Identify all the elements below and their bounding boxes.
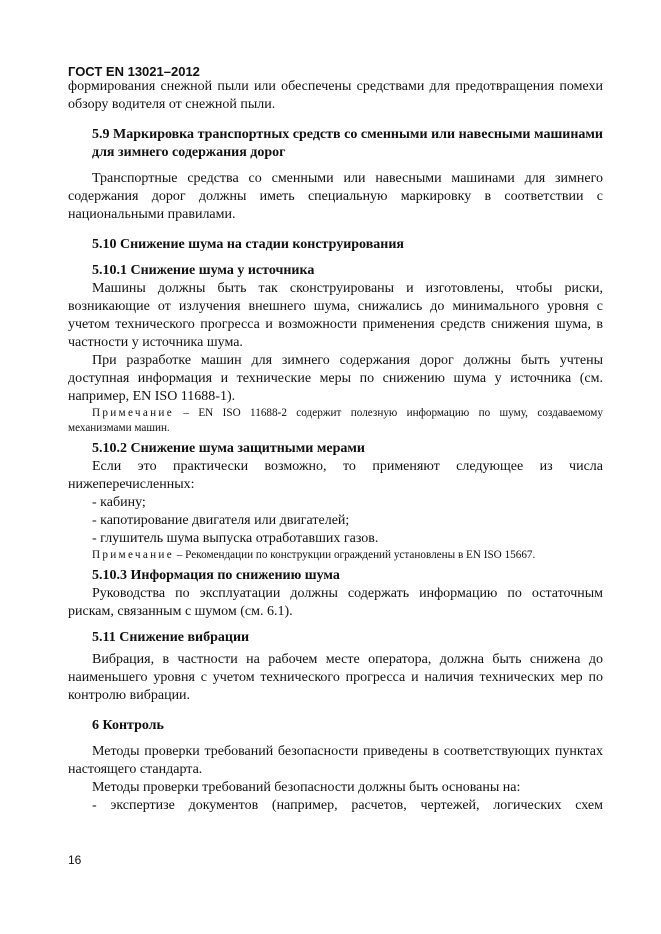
standard-header: ГОСТ EN 13021–2012 <box>68 64 200 79</box>
note-text: – Рекомендации по конструкции ограждений установлены в EN ISO 15667. <box>173 549 536 561</box>
note-label: Примечание <box>92 407 174 419</box>
heading-5-10: 5.10 Снижение шума на стадии конструирования <box>92 237 404 252</box>
note-label: Примечание <box>92 549 174 561</box>
paragraph-5-10-2: Если это практически возможно, то применяют следующее из числа нижеперечисленных: <box>68 459 603 492</box>
page-number: 16 <box>68 853 82 867</box>
paragraph-6-c: - экспертизе документов (например, расчетов, чертежей, логических схем <box>92 798 603 813</box>
document-body <box>68 78 603 815</box>
paragraph-5-10-1-a: Машины должны быть так сконструированы и изготовлены, чтобы риски, возникающие от излучения внешнего шума, снижались до минимального уровня с учетом технического прогресса и возможности применения средств снижения шума, в частности у источника шума. <box>68 281 603 350</box>
heading-5-10-1: 5.10.1 Снижение шума у источника <box>92 263 315 278</box>
paragraph-5-11: Вибрация, в частности на рабочем месте оператора, должна быть снижена до наименьшего уровня с учетом технического прогресса и наличия технических мер по контролю вибрации. <box>68 652 603 703</box>
note-5-10-2 <box>68 548 603 563</box>
list-item: - кабину; <box>92 495 146 510</box>
heading-5-10-2: 5.10.2 Снижение шума защитными мерами <box>92 441 365 456</box>
heading-5-10-3: 5.10.3 Информация по снижению шума <box>92 568 340 583</box>
paragraph-6-b: Методы проверки требований безопасности должны быть основаны на: <box>92 780 521 795</box>
list-item: - глушитель шума выпуска отработавших газов. <box>92 531 379 546</box>
paragraph-5-9: Транспортные средства со сменными или навесными машинами для зимнего содержания дорог должны иметь специальную маркировку в соответствии с национальными правилами. <box>68 171 603 222</box>
note-text: – EN ISO 11688-2 содержит полезную информацию по шуму, создаваемому механизмами машин. <box>68 407 603 434</box>
heading-6: 6 Контроль <box>92 718 164 733</box>
paragraph-5-10-3: Руководства по эксплуатации должны содержать информацию по остаточным рискам, связанным с шумом (см. 6.1). <box>68 586 603 619</box>
list-item: - капотирование двигателя или двигателей; <box>92 513 350 528</box>
paragraph-6-a: Методы проверки требований безопасности приведены в соответствующих пунктах настоящего стандарта. <box>68 744 603 777</box>
paragraph-5-10-1-b: При разработке машин для зимнего содержания дорог должны быть учтены доступная информация и технические меры по снижению шума у источника (см. например, EN ISO 11688-1). <box>68 353 603 404</box>
heading-5-11: 5.11 Снижение вибрации <box>92 630 250 645</box>
continued-paragraph: формирования снежной пыли или обеспечены средствами для предотвращения помехи обзору водителя от снежной пыли. <box>68 79 603 112</box>
heading-5-9: 5.9 Маркировка транспортных средств со сменными или навесными машинами для зимнего содержания дорог <box>92 127 603 160</box>
note-5-10-1 <box>68 406 603 436</box>
